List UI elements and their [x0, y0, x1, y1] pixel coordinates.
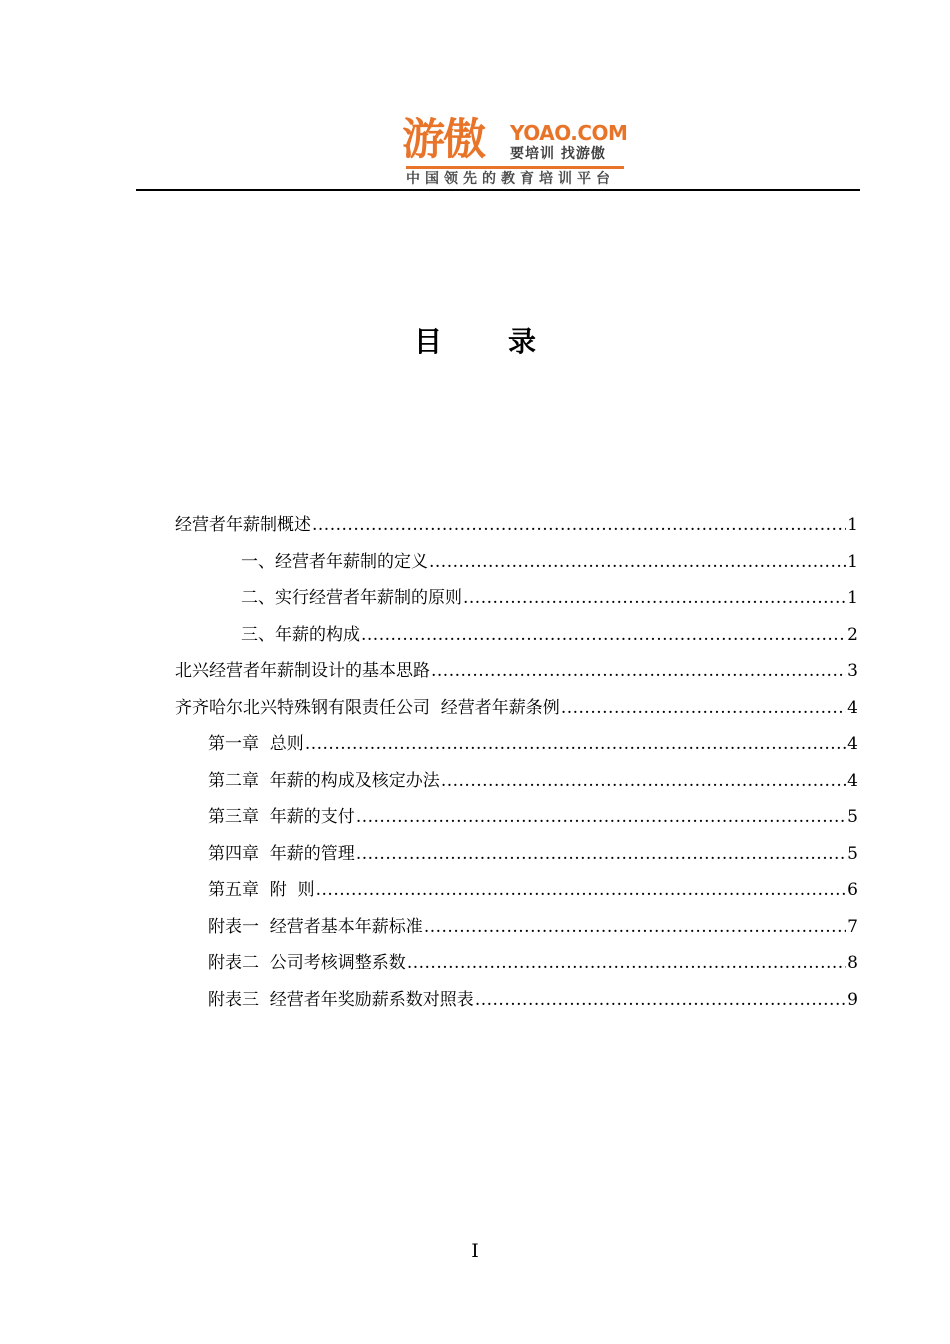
toc-entry-label: 附表一 经营者基本年薪标准	[208, 917, 423, 937]
toc-entry[interactable]	[241, 617, 858, 653]
toc-entry[interactable]	[175, 690, 858, 726]
toc-entry-label: 第一章 总则	[208, 734, 304, 754]
toc-leader-dots	[312, 507, 846, 543]
toc-entry[interactable]	[208, 836, 858, 872]
toc-entry-label: 三、年薪的构成	[241, 625, 360, 645]
toc-entry-page: 1	[847, 588, 858, 608]
toc-entry-page: 9	[847, 990, 858, 1010]
toc-leader-dots	[305, 726, 846, 762]
toc-entry-label: 附表三 经营者年奖励薪系数对照表	[208, 990, 474, 1010]
toc-entry[interactable]	[175, 507, 858, 543]
toc-entry-label: 经营者年薪制概述	[175, 515, 311, 535]
toc-entry-page: 1	[847, 515, 858, 535]
toc-entry[interactable]	[241, 580, 858, 616]
logo-slogan: 要培训 找游傲	[510, 146, 606, 162]
toc-title-left: 目	[413, 325, 442, 358]
toc-entry-label: 第五章 附 则	[208, 880, 315, 900]
logo-tagline: 中国领先的教育培训平台	[406, 171, 615, 187]
page-number: I	[471, 1240, 479, 1262]
toc-entry[interactable]	[208, 799, 858, 835]
toc-leader-dots	[441, 763, 846, 799]
toc-entry-page: 4	[847, 734, 858, 754]
toc-entry-page: 4	[847, 698, 858, 718]
toc-leader-dots	[431, 653, 846, 689]
toc-entry[interactable]	[208, 872, 858, 908]
toc-entry-label: 第三章 年薪的支付	[208, 807, 355, 827]
toc-leader-dots	[561, 690, 846, 726]
toc-entry[interactable]	[208, 982, 858, 1018]
toc-leader-dots	[356, 799, 846, 835]
toc-leader-dots	[356, 836, 846, 872]
toc-entry-label: 齐齐哈尔北兴特殊钢有限责任公司 经营者年薪条例	[175, 698, 560, 718]
toc-leader-dots	[316, 872, 847, 908]
toc-entry-page: 2	[847, 625, 858, 645]
toc-title-right: 录	[508, 325, 537, 358]
toc-entry[interactable]	[208, 945, 858, 981]
toc-entry[interactable]	[208, 763, 858, 799]
toc-title	[0, 322, 950, 362]
toc-entry-page: 7	[847, 917, 858, 937]
logo-wordmark: 游傲	[402, 115, 484, 165]
toc-entry-label: 第二章 年薪的构成及核定办法	[208, 771, 440, 791]
toc-entry[interactable]	[241, 544, 858, 580]
toc-entry[interactable]	[208, 909, 858, 945]
toc-leader-dots	[463, 580, 846, 616]
toc-entry-page: 1	[847, 552, 858, 572]
yoao-logo	[402, 115, 628, 191]
toc-leader-dots	[407, 945, 846, 981]
toc-entry-label: 一、经营者年薪制的定义	[241, 552, 428, 572]
toc-leader-dots	[361, 617, 846, 653]
toc-entry-label: 第四章 年薪的管理	[208, 844, 355, 864]
logo-domain: YOAO.COM	[510, 121, 628, 145]
toc-entry-page: 4	[847, 771, 858, 791]
toc-entry-page: 3	[847, 661, 858, 681]
toc-entry[interactable]	[175, 653, 858, 689]
toc-entry-page: 6	[847, 880, 858, 900]
toc-entry-page: 8	[847, 953, 858, 973]
toc-leader-dots	[424, 909, 846, 945]
toc-entry-page: 5	[847, 844, 858, 864]
toc-leader-dots	[475, 982, 846, 1018]
toc-entry-label: 附表二 公司考核调整系数	[208, 953, 406, 973]
header-divider	[136, 189, 860, 191]
toc-entry-page: 5	[847, 807, 858, 827]
toc-leader-dots	[429, 544, 846, 580]
toc-entry[interactable]	[208, 726, 858, 762]
toc-entry-label: 北兴经营者年薪制设计的基本思路	[175, 661, 430, 681]
toc-entry-label: 二、实行经营者年薪制的原则	[241, 588, 462, 608]
